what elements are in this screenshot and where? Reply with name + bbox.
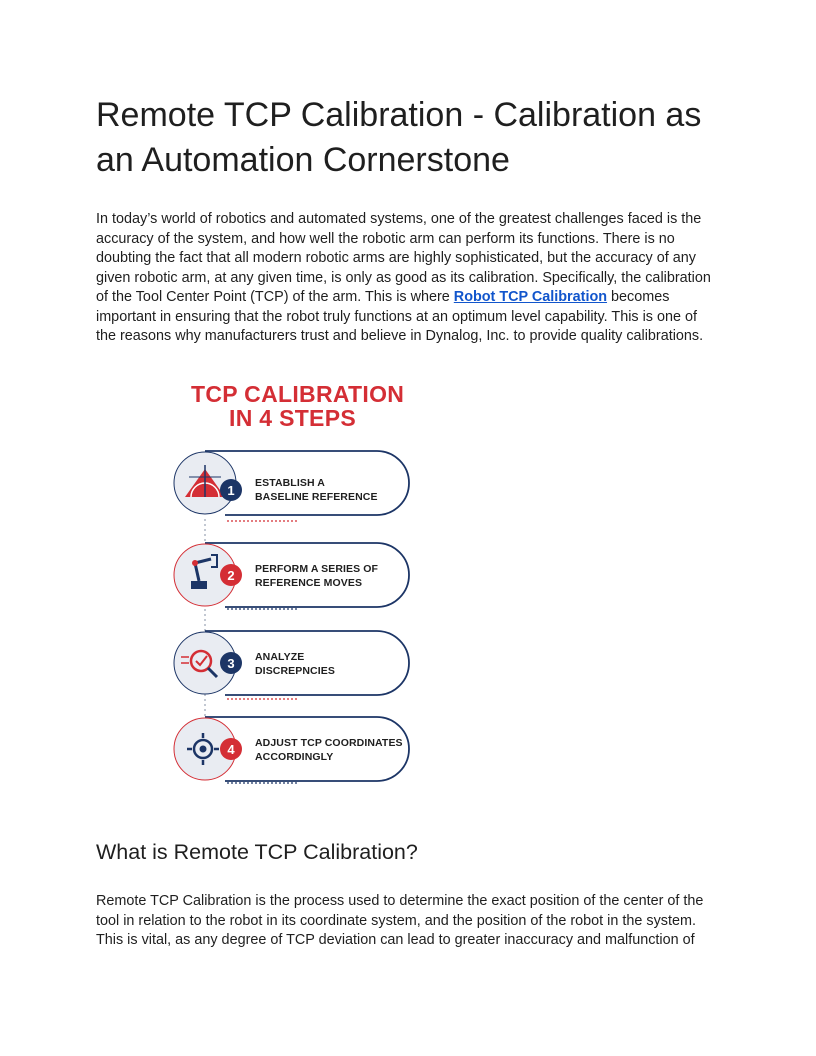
step-3-number: 3 [227,656,235,671]
step-1-label-line-2: BASELINE REFERENCE [255,491,378,503]
step-3-label [255,650,425,678]
infographic-title-line-1: TCP CALIBRATION [191,381,405,407]
step-3-label-line-1: ANALYZE [255,651,305,663]
step-2-label [255,562,425,590]
step-2-label-line-2: REFERENCE MOVES [255,577,363,589]
intro-paragraph [96,210,720,347]
step-1-number: 1 [227,483,235,498]
step-4-label-line-2: ACCORDINGLY [255,751,334,763]
step-2-number: 2 [227,568,235,583]
page-title-line-1: Remote TCP Calibration - Calibration as [96,96,702,134]
step-1-label [255,476,425,504]
step-2-label-line-1: PERFORM A SERIES OF [255,563,379,575]
intro-text-part-1: In today’s world of robotics and automated systems, one of the greatest challenges faced is the accuracy of the system, and how well the robotic arm can perform its functions. There is no doubting the fact that all modern robotic arms are highly sophisticated, but the accuracy of any given robotic arm, at any given time, is only as good as its calibration. Specifically, the calibration of the Tool Center Point (TCP) of the arm. This is where [96,211,711,305]
robot-tcp-calibration-link[interactable]: Robot TCP Calibration [453,289,608,305]
intro-text-part-2: becomes important in ensuring that the robot truly functions at an optimum level capability. This is one of the reasons why manufacturers trust and believe in Dynalog, Inc. to provide quality calibrations. [96,289,704,344]
page-title [96,93,720,183]
step-3-label-line-2: DISCREPNCIES [255,665,335,677]
step-1-label-line-1: ESTABLISH A [255,477,325,489]
page-title-line-2: an Automation Cornerstone [96,141,510,179]
infographic-title-line-2: IN 4 STEPS [229,405,356,431]
step-4-label-line-1: ADJUST TCP COORDINATES [255,737,403,749]
tcp-calibration-infographic [165,369,437,809]
step-4-label [255,736,425,764]
section-paragraph: Remote TCP Calibration is the process used to determine the exact position of the center of the tool in relation to the robot in its coordinate system, and the position of the robot in the system. This is vital, as any degree of TCP deviation can lead to greater inaccuracy and malfunction of [96,893,704,948]
section-heading: What is Remote TCP Calibration? [96,840,418,864]
step-4-number: 4 [227,742,235,757]
